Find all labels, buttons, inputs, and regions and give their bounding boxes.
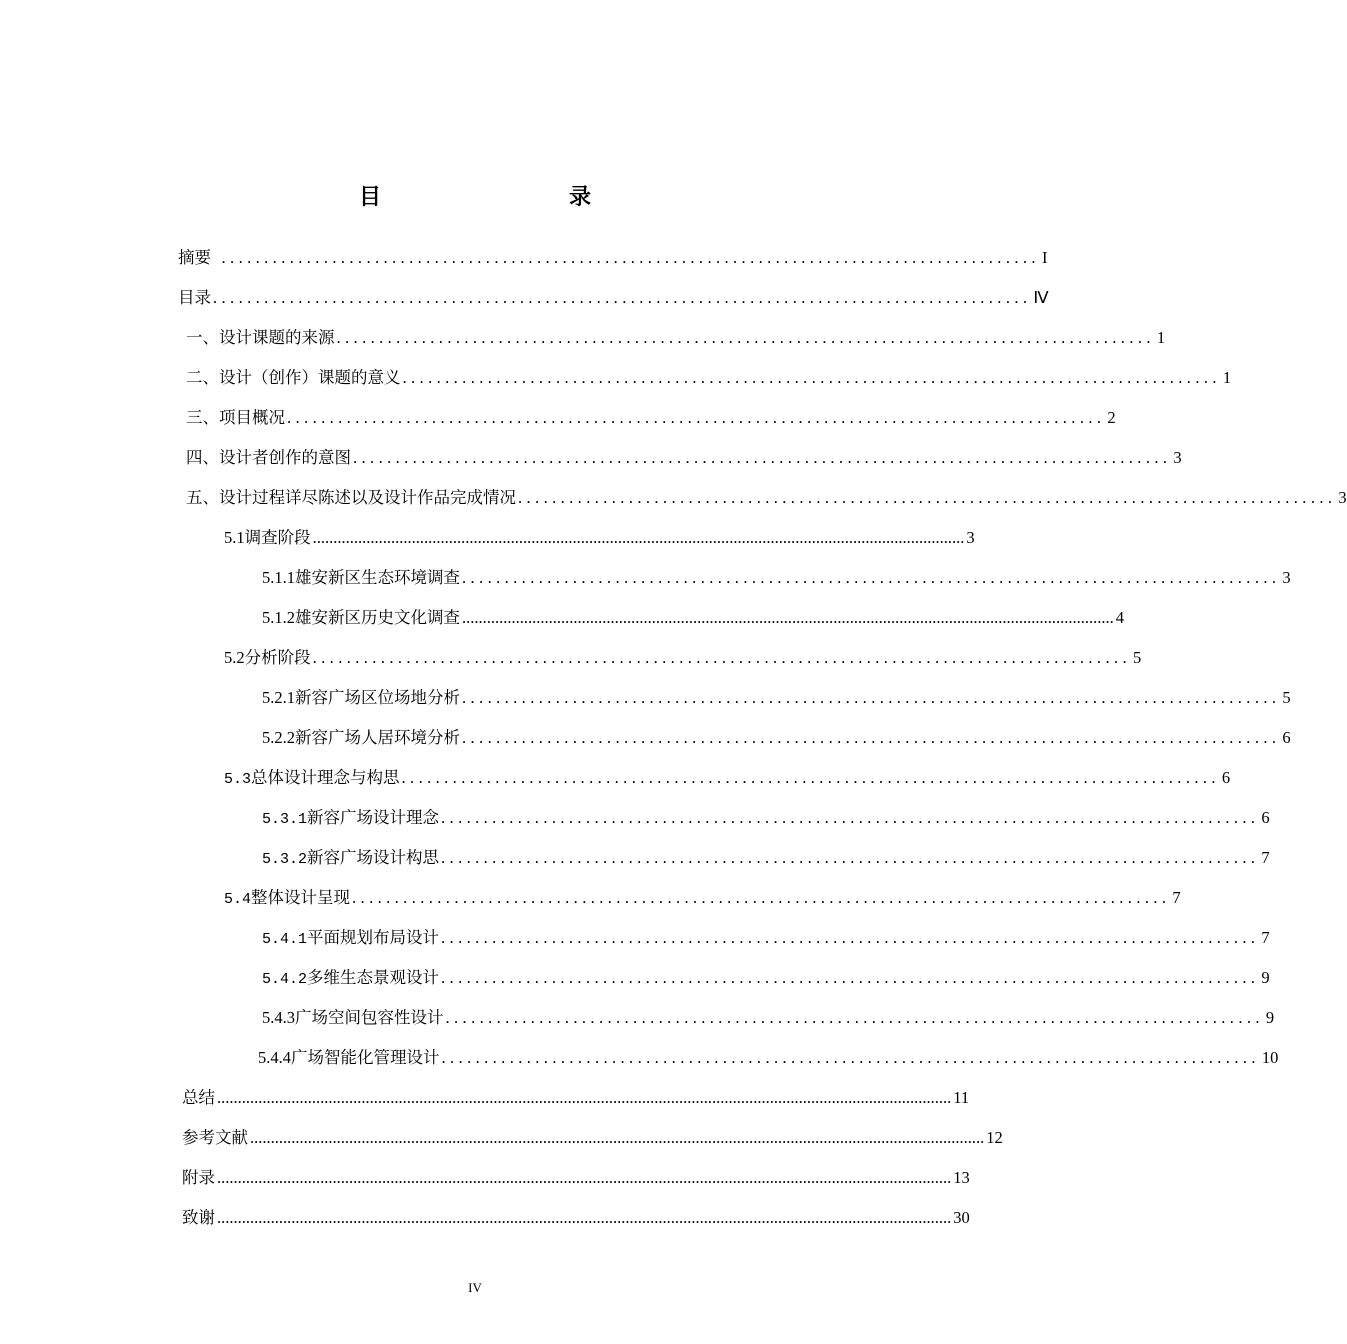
toc-entry[interactable] (182, 1086, 970, 1110)
toc-section-number: 5.4.2 (262, 971, 308, 988)
toc-leader: ................................................................................................ (312, 648, 1132, 667)
toc-leader: .............................................................................................................................................................. (312, 528, 965, 547)
toc-entry[interactable] (186, 366, 1232, 390)
toc-entry[interactable] (178, 246, 1048, 270)
toc-page-number: 1 (1222, 368, 1232, 387)
toc-page-number: 2 (1107, 408, 1116, 427)
footer-page-number: IV (468, 1280, 482, 1295)
toc-page-number: 13 (953, 1168, 970, 1187)
toc-leader: ................................................................................................ (213, 248, 1040, 267)
toc-page-number: 4 (1115, 608, 1124, 627)
toc-leader: ................................................................................................ (518, 488, 1337, 507)
toc-entry[interactable] (262, 846, 1270, 870)
toc-leader: ................................................................................................ (445, 1008, 1264, 1027)
toc-page-number: 5 (1282, 688, 1291, 707)
toc-page-number: 3 (1338, 488, 1347, 507)
toc-entry[interactable] (224, 766, 1231, 790)
toc-entry[interactable] (182, 1126, 1003, 1150)
toc-leader: .................................................................................................................................................................................. (217, 1088, 952, 1107)
toc-page-number: 3 (1173, 448, 1182, 467)
toc-label: 摘要 (178, 248, 211, 267)
toc-label: 参考文献 (182, 1128, 248, 1147)
toc-page-number: 10 (1261, 1048, 1279, 1067)
toc-label: 新容广场人居环境分析 (295, 728, 460, 747)
toc-leader: ................................................................................................ (441, 968, 1260, 987)
toc-entry[interactable] (178, 286, 1049, 310)
toc-section-number: 5.3.2 (262, 851, 308, 868)
toc-page-number: 3 (966, 528, 975, 547)
toc-label: 五、设计过程详尽陈述以及设计作品完成情况 (186, 488, 516, 507)
toc-entry[interactable] (262, 606, 1124, 630)
toc-leader: .................................................................................................................................................................................. (250, 1128, 985, 1147)
toc-leader: ................................................................................................ (462, 688, 1281, 707)
toc-section-number: 5.1.2 (262, 608, 295, 627)
toc-leader: .................................................................................................................................................................................. (217, 1208, 952, 1227)
toc-entry[interactable] (262, 1006, 1275, 1030)
toc-section-number: 5.2.1 (262, 688, 295, 707)
toc-page-number: 12 (986, 1128, 1003, 1147)
toc-label: 新容广场设计理念 (307, 808, 440, 827)
toc-leader: ................................................................................................ (441, 928, 1260, 947)
toc-page-number: 9 (1265, 1008, 1275, 1027)
toc-page-number: 6 (1282, 728, 1291, 747)
toc-entry[interactable] (186, 326, 1166, 350)
toc-label: 附录 (182, 1168, 215, 1187)
toc-leader: ................................................................................................ (353, 448, 1172, 467)
toc-entry[interactable] (262, 806, 1270, 830)
toc-label: 三、项目概况 (186, 408, 285, 427)
toc-entry[interactable] (258, 1046, 1279, 1070)
toc-leader: ................................................................................................ (441, 1048, 1260, 1067)
toc-page-number: 11 (953, 1088, 970, 1107)
toc-entry[interactable] (262, 726, 1291, 750)
toc-section-number: 5.1 (224, 528, 245, 547)
toc-entry[interactable] (224, 526, 975, 550)
toc-section-number: 5.3 (224, 771, 252, 788)
toc-label: 平面规划布局设计 (307, 928, 440, 947)
toc-section-number: 5.2.2 (262, 728, 295, 747)
toc-leader: ................................................................................................ (462, 728, 1281, 747)
toc-entry[interactable] (186, 486, 1347, 510)
toc-label: 总体设计理念与构思 (251, 768, 400, 787)
toc-leader: ................................................................................................ (213, 288, 1032, 307)
toc-label: 广场智能化管理设计 (291, 1048, 440, 1067)
toc-entry[interactable] (182, 1206, 970, 1230)
toc-section-number: 5.3.1 (262, 811, 308, 828)
toc-leader: ................................................................................................ (336, 328, 1155, 347)
toc-leader: ................................................................................................ (287, 408, 1106, 427)
toc-page-number: 7 (1261, 928, 1270, 947)
toc-leader: .............................................................................................................................................................. (462, 608, 1114, 627)
toc-label: 一、设计课题的来源 (186, 328, 335, 347)
toc-label: 分析阶段 (244, 648, 311, 667)
toc-section-number: 5.2 (224, 648, 245, 667)
toc-leader: ................................................................................................ (462, 568, 1281, 587)
toc-leader: ................................................................................................ (401, 768, 1220, 787)
toc-leader: ................................................................................................ (441, 808, 1260, 827)
toc-section-number: 5.4.4 (258, 1048, 291, 1067)
toc-page-number: 9 (1261, 968, 1270, 987)
toc-page-number: Ⅳ (1033, 288, 1049, 307)
toc-section-number: 5.4.1 (262, 931, 308, 948)
toc-page-number: 6 (1261, 808, 1270, 827)
toc-label: 广场空间包容性设计 (295, 1008, 444, 1027)
toc-label: 致谢 (182, 1208, 215, 1227)
toc-leader: .................................................................................................................................................................................. (217, 1168, 952, 1187)
toc-entry[interactable] (182, 1166, 970, 1190)
toc-section-number: 5.1.1 (262, 568, 295, 587)
toc-entry[interactable] (262, 566, 1291, 590)
toc-leader: ................................................................................................ (402, 368, 1221, 387)
toc-label: 新容广场设计构思 (307, 848, 440, 867)
toc-label: 新容广场区位场地分析 (295, 688, 460, 707)
toc-section-number: 5.4 (224, 891, 252, 908)
toc-entry[interactable] (224, 646, 1142, 670)
toc-page-number: 3 (1282, 568, 1291, 587)
toc-label: 二、设计（创作）课题的意义 (186, 368, 401, 387)
toc-page-number: 30 (953, 1208, 970, 1227)
toc-page-number: I (1041, 248, 1048, 267)
toc-leader: ................................................................................................ (441, 848, 1260, 867)
toc-label: 多维生态景观设计 (307, 968, 440, 987)
toc-label: 调查阶段 (244, 528, 311, 547)
toc-entry[interactable] (224, 886, 1181, 910)
toc-page-number: 1 (1156, 328, 1166, 347)
toc-page-number: 6 (1221, 768, 1231, 787)
toc-entry[interactable] (262, 966, 1270, 990)
toc-label: 四、设计者创作的意图 (186, 448, 351, 467)
page-title: 目 录 (358, 185, 639, 210)
toc-section-number: 5.4.3 (262, 1008, 295, 1027)
toc-page-number: 5 (1133, 648, 1142, 667)
toc-page-number: 7 (1261, 848, 1270, 867)
toc-entry[interactable] (262, 686, 1291, 710)
toc-label: 雄安新区历史文化调查 (295, 608, 460, 627)
toc-leader: ................................................................................................ (352, 888, 1171, 907)
toc-entry[interactable] (186, 406, 1116, 430)
toc-label: 雄安新区生态环境调查 (295, 568, 460, 587)
toc-entry[interactable] (262, 926, 1270, 950)
toc-entry[interactable] (186, 446, 1182, 470)
toc-label: 整体设计呈现 (251, 888, 351, 907)
toc-label: 总结 (182, 1088, 215, 1107)
toc-label: 目录 (178, 288, 211, 307)
toc-page-number: 7 (1172, 888, 1181, 907)
